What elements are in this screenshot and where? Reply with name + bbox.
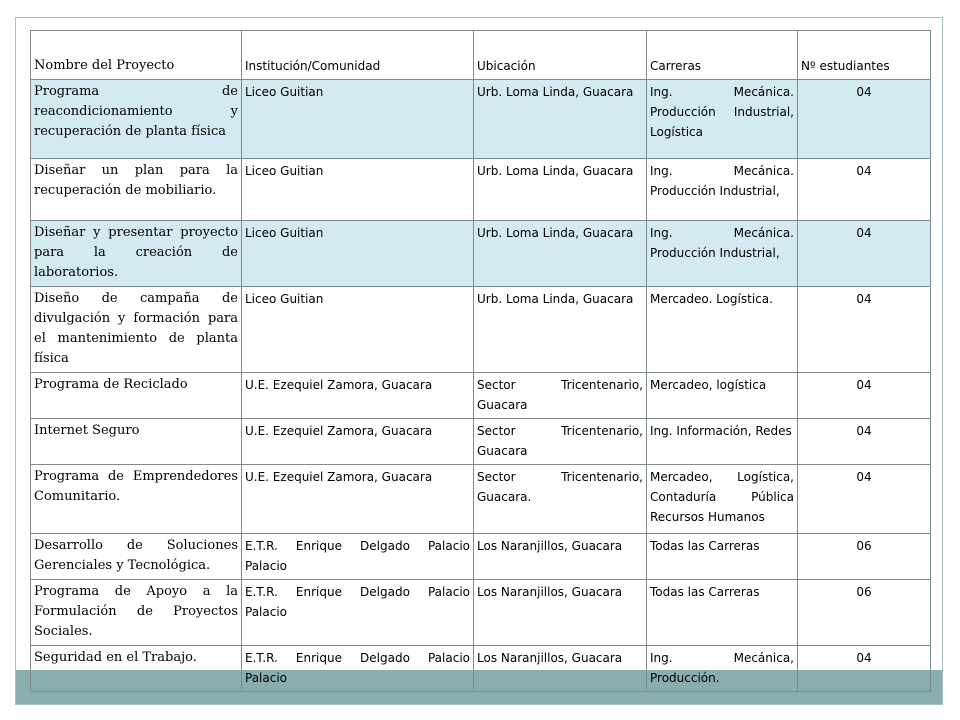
header-estudiantes: Nº estudiantes bbox=[798, 31, 931, 80]
cell-ubicacion: Urb. Loma Linda, Guacara bbox=[474, 159, 647, 221]
cell-carreras: Mercadeo. Logística. bbox=[647, 287, 798, 373]
cell-carreras: Ing. Información, Redes bbox=[647, 419, 798, 465]
header-institucion: Institución/Comunidad bbox=[242, 31, 474, 80]
table-row bbox=[31, 580, 931, 646]
cell-institucion: U.E. Ezequiel Zamora, Guacara bbox=[242, 419, 474, 465]
table-row bbox=[31, 646, 931, 692]
table-row bbox=[31, 465, 931, 534]
cell-ubicacion: Urb. Loma Linda, Guacara bbox=[474, 80, 647, 159]
cell-estudiantes: 04 bbox=[798, 419, 931, 465]
table-row bbox=[31, 419, 931, 465]
cell-estudiantes: 06 bbox=[798, 580, 931, 646]
table-row bbox=[31, 287, 931, 373]
cell-carreras: Ing. Mecánica. Producción Industrial, Logística bbox=[647, 80, 798, 159]
cell-proyecto: Programa de Apoyo a la Formulación de Proyectos Sociales. bbox=[31, 580, 242, 646]
cell-ubicacion: Los Naranjillos, Guacara bbox=[474, 580, 647, 646]
header-carreras: Carreras bbox=[647, 31, 798, 80]
cell-ubicacion: Los Naranjillos, Guacara bbox=[474, 646, 647, 692]
projects-table-container bbox=[30, 30, 930, 692]
cell-estudiantes: 04 bbox=[798, 159, 931, 221]
cell-proyecto: Diseñar un plan para la recuperación de mobiliario. bbox=[31, 159, 242, 221]
cell-ubicacion: Sector Tricentenario, Guacara bbox=[474, 419, 647, 465]
cell-carreras: Ing. Mecánica. Producción Industrial, bbox=[647, 159, 798, 221]
cell-estudiantes: 06 bbox=[798, 534, 931, 580]
cell-carreras: Mercadeo, logística bbox=[647, 373, 798, 419]
cell-proyecto: Programa de Reciclado bbox=[31, 373, 242, 419]
cell-ubicacion: Sector Tricentenario, Guacara bbox=[474, 373, 647, 419]
header-ubicacion: Ubicación bbox=[474, 31, 647, 80]
cell-institucion: U.E. Ezequiel Zamora, Guacara bbox=[242, 373, 474, 419]
cell-carreras: Mercadeo, Logística, Contaduría Pública Recursos Humanos bbox=[647, 465, 798, 534]
cell-proyecto: Diseño de campaña de divulgación y formación para el mantenimiento de planta física bbox=[31, 287, 242, 373]
cell-ubicacion: Urb. Loma Linda, Guacara bbox=[474, 287, 647, 373]
cell-estudiantes: 04 bbox=[798, 646, 931, 692]
cell-institucion: E.T.R. Enrique Delgado Palacio Palacio bbox=[242, 534, 474, 580]
cell-proyecto: Programa de reacondicionamiento y recuperación de planta física bbox=[31, 80, 242, 159]
cell-estudiantes: 04 bbox=[798, 373, 931, 419]
cell-proyecto: Diseñar y presentar proyecto para la creación de laboratorios. bbox=[31, 221, 242, 287]
cell-carreras: Todas las Carreras bbox=[647, 534, 798, 580]
cell-carreras: Todas las Carreras bbox=[647, 580, 798, 646]
cell-estudiantes: 04 bbox=[798, 221, 931, 287]
cell-ubicacion: Urb. Loma Linda, Guacara bbox=[474, 221, 647, 287]
cell-proyecto: Programa de Emprendedores Comunitario. bbox=[31, 465, 242, 534]
cell-proyecto: Seguridad en el Trabajo. bbox=[31, 646, 242, 692]
projects-table bbox=[30, 30, 931, 692]
cell-institucion: Liceo Guitian bbox=[242, 221, 474, 287]
cell-institucion: Liceo Guitian bbox=[242, 159, 474, 221]
table-row bbox=[31, 159, 931, 221]
cell-carreras: Ing. Mecánica. Producción Industrial, bbox=[647, 221, 798, 287]
cell-institucion: Liceo Guitian bbox=[242, 287, 474, 373]
table-row bbox=[31, 221, 931, 287]
table-row bbox=[31, 80, 931, 159]
header-proyecto: Nombre del Proyecto bbox=[31, 31, 242, 80]
cell-estudiantes: 04 bbox=[798, 465, 931, 534]
cell-carreras: Ing. Mecánica, Producción. bbox=[647, 646, 798, 692]
cell-proyecto: Internet Seguro bbox=[31, 419, 242, 465]
cell-institucion: U.E. Ezequiel Zamora, Guacara bbox=[242, 465, 474, 534]
cell-estudiantes: 04 bbox=[798, 287, 931, 373]
cell-institucion: E.T.R. Enrique Delgado Palacio Palacio bbox=[242, 580, 474, 646]
table-row bbox=[31, 373, 931, 419]
cell-institucion: E.T.R. Enrique Delgado Palacio Palacio bbox=[242, 646, 474, 692]
cell-ubicacion: Sector Tricentenario, Guacara. bbox=[474, 465, 647, 534]
cell-ubicacion: Los Naranjillos, Guacara bbox=[474, 534, 647, 580]
table-header-row bbox=[31, 31, 931, 80]
cell-proyecto: Desarrollo de Soluciones Gerenciales y Tecnológica. bbox=[31, 534, 242, 580]
cell-institucion: Liceo Guitian bbox=[242, 80, 474, 159]
table-row bbox=[31, 534, 931, 580]
cell-estudiantes: 04 bbox=[798, 80, 931, 159]
